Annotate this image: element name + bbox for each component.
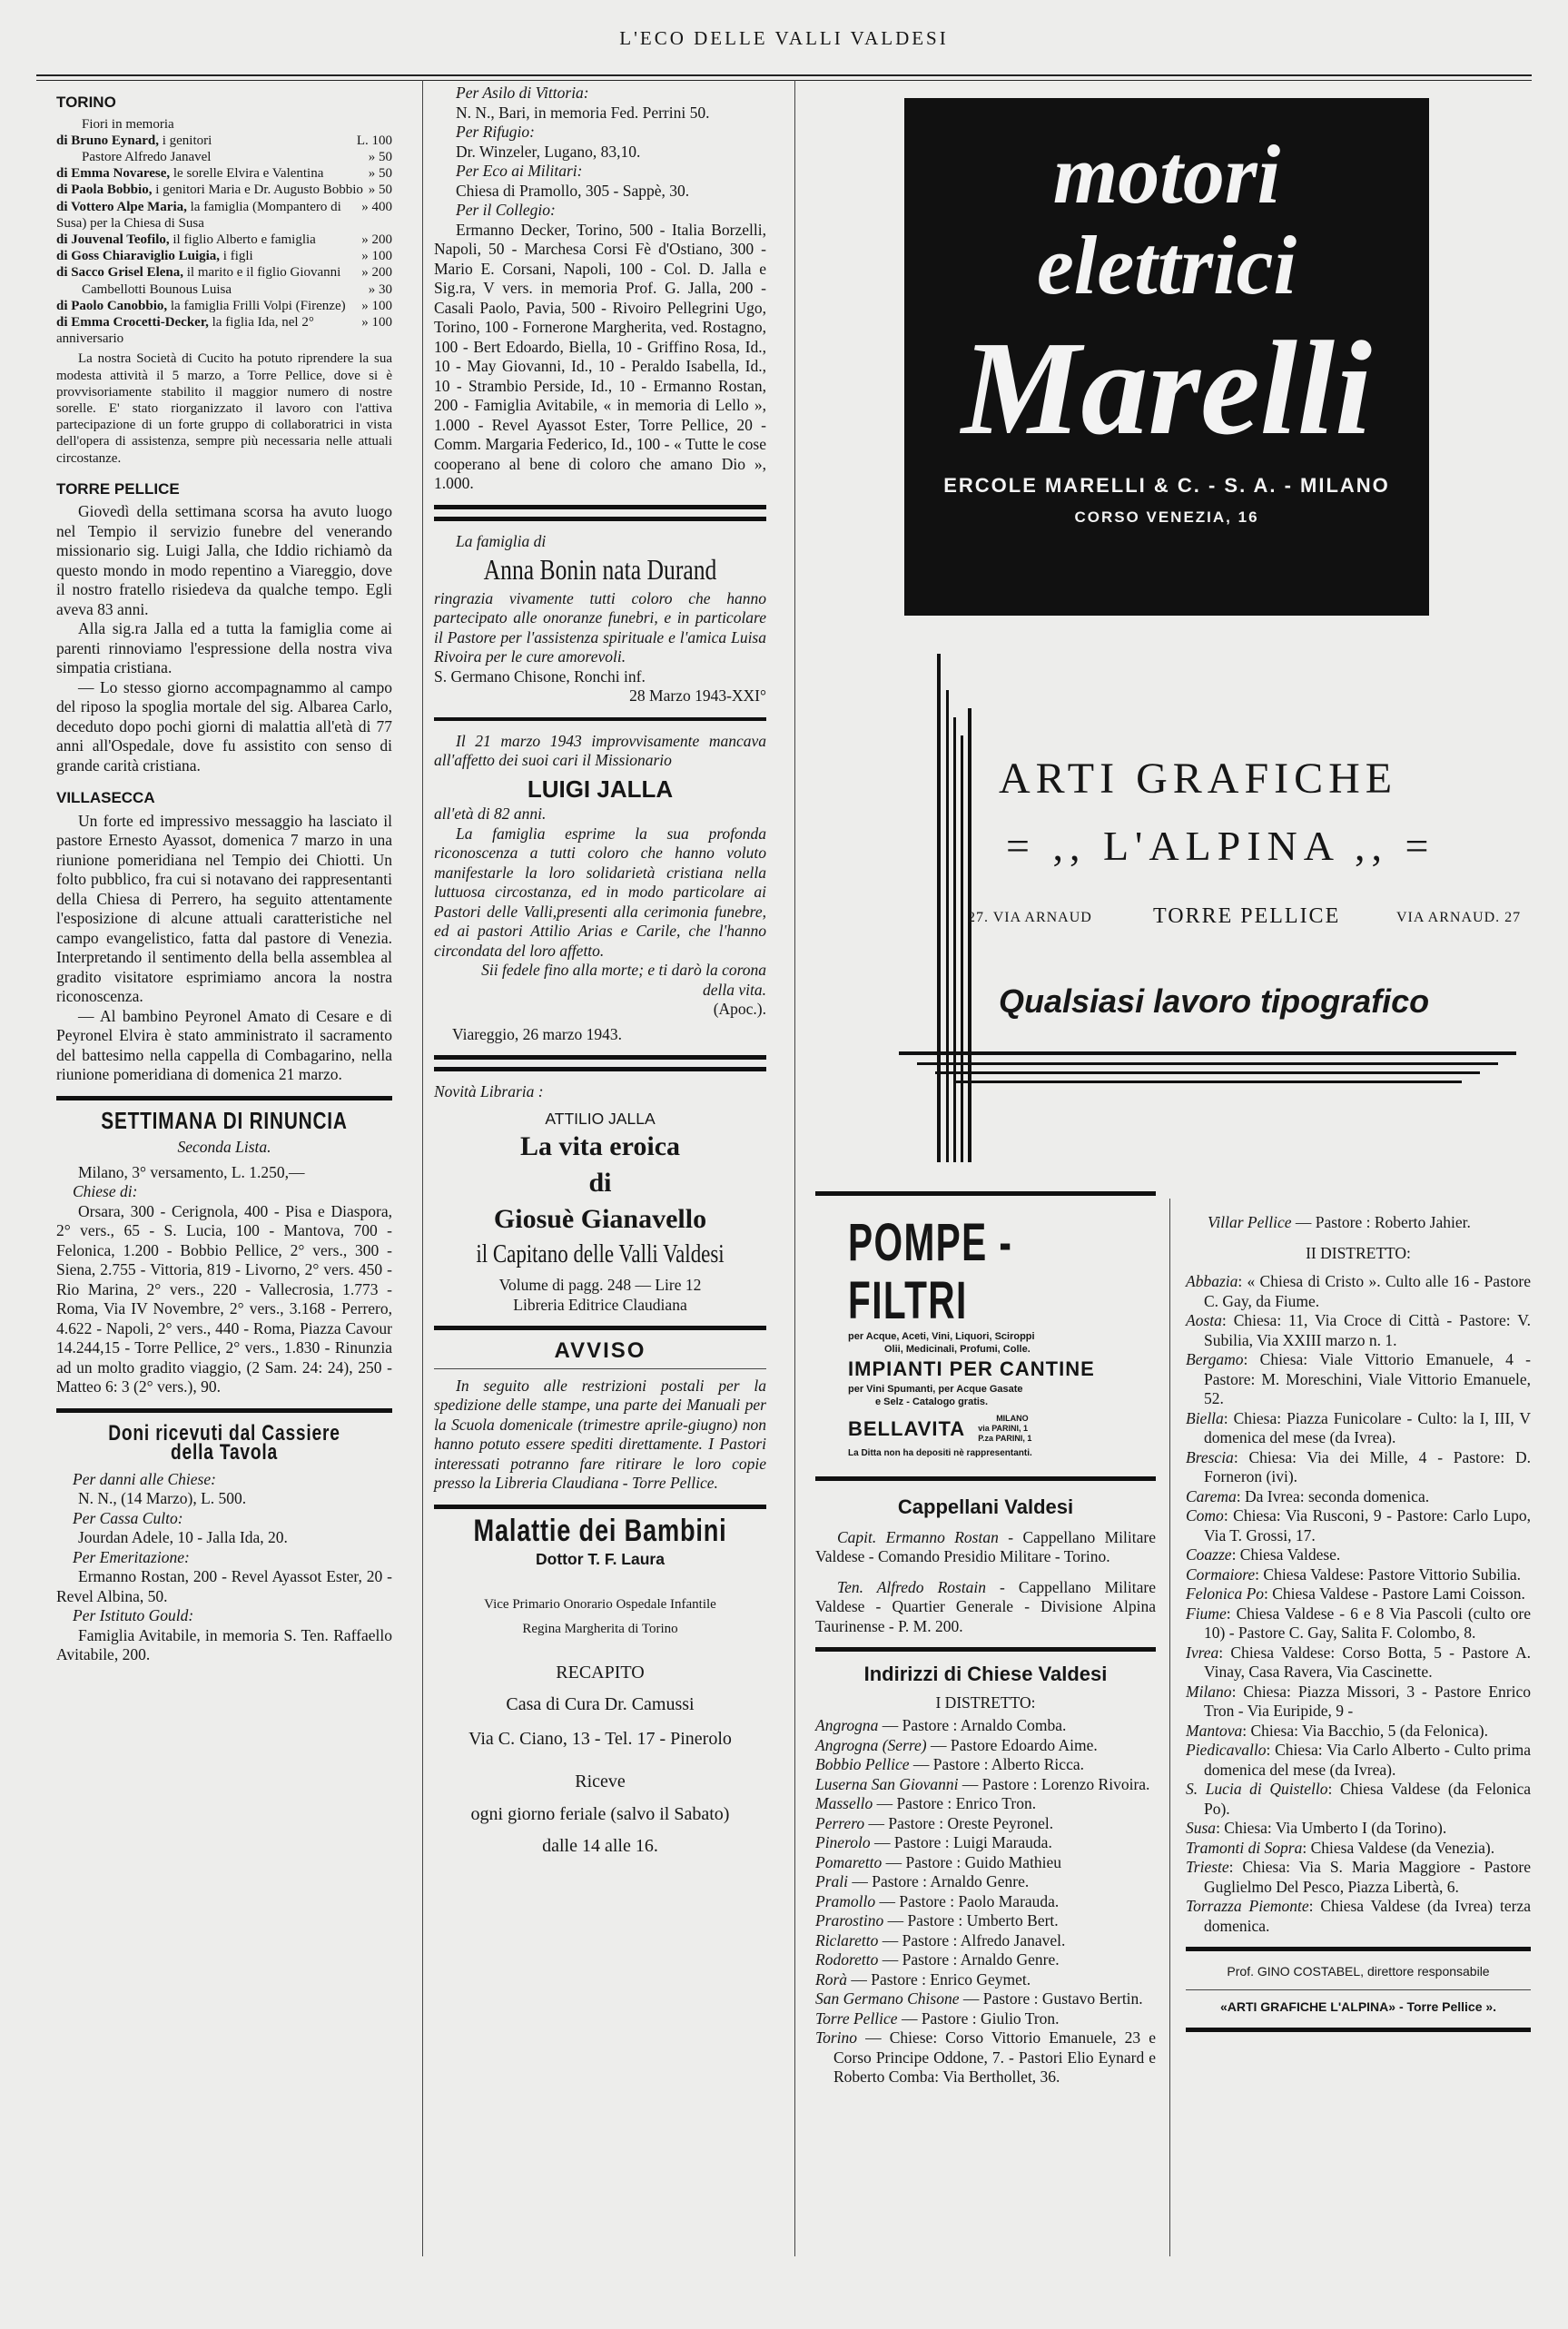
divider bbox=[434, 717, 766, 721]
church-place: Pomaretto bbox=[815, 1852, 883, 1871]
donation-amount: » 50 bbox=[368, 166, 392, 182]
pompe-footer: La Ditta non ha depositi nè rappresentanti. bbox=[848, 1448, 1032, 1458]
donation-amount: » 30 bbox=[368, 281, 392, 297]
marelli-company: ERCOLE MARELLI & C. - S. A. - MILANO bbox=[943, 474, 1390, 497]
pompe-bellavita-row bbox=[848, 1414, 1156, 1444]
jalla-age: all'età di 82 anni. bbox=[434, 804, 547, 823]
divider bbox=[56, 1096, 392, 1100]
torre-p3: — Lo stesso giorno accompagnammo al campo del riposo la spoglia mortale del sig. Albarea Carlo, deceduto dopo pochi giorni di malattia all'età di 77 anni all'Ospedale, dove fu assistito con senso di grande carità cristiana. bbox=[56, 677, 392, 775]
divider bbox=[434, 1067, 766, 1071]
donation-donor: i figli bbox=[222, 249, 253, 264]
donation-donor: le sorelle Elvira e Valentina bbox=[173, 166, 324, 182]
doni-label-1: Per danni alle Chiese: bbox=[73, 1469, 216, 1488]
malattie-riceve: Riceve bbox=[575, 1771, 626, 1791]
cappellani-entry-2 bbox=[815, 1578, 1156, 1637]
doni-label-2: Per Cassa Culto: bbox=[73, 1508, 183, 1527]
jalla-ref: (Apoc.). bbox=[713, 1000, 766, 1018]
masthead bbox=[0, 27, 1568, 73]
church-place: Torino bbox=[815, 2028, 858, 2047]
list-item bbox=[1186, 1722, 1531, 1742]
villasecca-p1: Un forte ed impressivo messaggio ha lasciato il pastore Ernesto Ayassot, domenica 7 marzo in una riunione pomeridiana nel Tempio dei Chiotti. Un folto pubblico, fra cui si notavano dei rappresentanti della Chiesa di Perrero, ha seguito attentamente l'esposizione di alcune attuali caratteristiche nel campo evangelistico, fatta dal pastore di Venezia. Interpretando il sentimento della bella assemblea al gradito visitatore esprimiamo ancora la nostra riconoscenza. bbox=[56, 811, 392, 1006]
marelli-brand: Marelli bbox=[961, 314, 1373, 463]
list-item bbox=[815, 1775, 1156, 1795]
church-details: — Pastore : Guido Mathieu bbox=[882, 1852, 1062, 1871]
divider bbox=[434, 505, 766, 509]
list-item bbox=[56, 281, 392, 298]
church-details: — Pastore : Oreste Peyronel. bbox=[864, 1813, 1054, 1832]
church-details: — Pastore : Umberto Bert. bbox=[883, 1911, 1059, 1929]
list-item bbox=[815, 1931, 1156, 1951]
donation-amount: » 50 bbox=[368, 149, 392, 164]
list-item bbox=[1186, 1584, 1531, 1604]
director-credit: Prof. GINO COSTABEL, direttore responsabile bbox=[1227, 1964, 1490, 1979]
list-item bbox=[1186, 1858, 1531, 1897]
church-place: Torre Pellice bbox=[815, 2008, 898, 2028]
cappellani-name-1: Capit. Ermanno Rostan bbox=[837, 1527, 999, 1546]
indirizzi-title: Indirizzi di Chiese Valdesi bbox=[863, 1663, 1108, 1685]
torino-paragraph: La nostra Società di Cucito ha potuto riprendere la sua modesta attività il 5 marzo, a Torre Pellice, dove si è provvisoriamente stabilito il maggior numero di nostre sorelle. E' stato riorganizzato il lavoro con l'attiva partecipazione di un forte gruppo di collaboratrici in vista dell'opera di assistenza, sempre più necessaria nelle attuali circostanze. bbox=[56, 351, 392, 466]
villar-text: — Pastore : Roberto Jahier. bbox=[1291, 1213, 1471, 1231]
settimana-title: SETTIMANA DI RINUNCIA bbox=[101, 1106, 348, 1134]
donation-donor: i genitori Maria e Dr. Augusto Bobbio bbox=[155, 183, 363, 198]
libro-label: Novità Libraria : bbox=[434, 1082, 544, 1100]
list-item bbox=[1186, 1741, 1531, 1780]
list-item bbox=[815, 1794, 1156, 1814]
alpina-name: = ,, L'ALPINA ,, = bbox=[1006, 823, 1435, 869]
pompe-line-4: e Selz - Catalogo gratis. bbox=[875, 1396, 989, 1407]
donation-amount: » 200 bbox=[361, 265, 392, 281]
pompe-impianti: IMPIANTI PER CANTINE bbox=[848, 1357, 1095, 1380]
church-place: Rodoretto bbox=[815, 1950, 879, 1969]
jalla-dateline: Viareggio, 26 marzo 1943. bbox=[452, 1024, 623, 1043]
list-item bbox=[815, 1716, 1156, 1736]
donation-name: di Jouvenal Teofilo, bbox=[56, 232, 170, 247]
church-details: — Pastore : Luigi Marauda. bbox=[870, 1833, 1052, 1851]
libro-title-4: il Capitano delle Valli Valdesi bbox=[476, 1240, 725, 1268]
church-place: Coazze bbox=[1186, 1545, 1232, 1564]
church-place: Rorà bbox=[815, 1969, 847, 1989]
divider bbox=[434, 1368, 766, 1369]
settimana-p1: Milano, 3° versamento, L. 1.250,— bbox=[78, 1162, 305, 1181]
divider bbox=[434, 1505, 766, 1509]
malattie-address: Via C. Ciano, 13 - Tel. 17 - Pinerolo bbox=[468, 1728, 732, 1749]
doni-value-1: N. N., (14 Marzo), L. 500. bbox=[78, 1489, 247, 1508]
torino-donations bbox=[56, 116, 392, 467]
list-item bbox=[1186, 1350, 1531, 1409]
list-item bbox=[1186, 1487, 1531, 1507]
list-item bbox=[815, 1833, 1156, 1853]
pompe-address-3: P.za PARINI, 1 bbox=[978, 1434, 1032, 1443]
cappellani-entry-1 bbox=[815, 1528, 1156, 1567]
pompe-bellavita: BELLAVITA bbox=[848, 1416, 966, 1440]
collegio-label: Per il Collegio: bbox=[456, 201, 556, 219]
church-place: Ivrea bbox=[1186, 1643, 1219, 1662]
masthead-rule bbox=[36, 74, 1532, 76]
settimana-subtitle: Seconda Lista. bbox=[177, 1138, 271, 1157]
church-place: Fiume bbox=[1186, 1604, 1227, 1623]
church-details: — Pastore : Lorenzo Rivoira. bbox=[958, 1774, 1150, 1793]
donation-name: di Sacco Grisel Elena, bbox=[56, 265, 183, 281]
church-place: Massello bbox=[815, 1794, 873, 1812]
church-place: Felonica Po bbox=[1186, 1584, 1265, 1603]
column-rule-3 bbox=[1169, 1199, 1170, 2256]
district-2-heading: II DISTRETTO: bbox=[1306, 1243, 1411, 1262]
church-details: — Pastore : Alfredo Janavel. bbox=[878, 1930, 1066, 1949]
donation-name: di Paolo Canobbio, bbox=[56, 298, 168, 313]
cappellani-title: Cappellani Valdesi bbox=[897, 1495, 1074, 1518]
torino-intro: Fiori in memoria bbox=[82, 116, 174, 132]
bonin-date: 28 Marzo 1943-XXI° bbox=[629, 686, 766, 705]
torino-heading: TORINO bbox=[56, 94, 116, 111]
divider bbox=[434, 1055, 766, 1060]
list-item bbox=[815, 2028, 1156, 2087]
collegio-text: Ermanno Decker, Torino, 500 - Italia Borzelli, Napoli, 50 - Marchesa Corsi Fè d'Ostiano, 300 - Mario E. Corsani, Napoli, 100 - Col. D. Jalla e Sig.ra, V vers. in memoria Prof. G. Jalla, 200 - Casali Paolo, Pavia, 500 - Rivoiro Pellegrini Ugo, Torino, 100 - Fornerone Margherita, ved. Rostagno, 100 - Bert Edoardo, Biella, 10 - Griffino Rosa, Id., 10 - May Giovanni, Id., 10 - Peraldo Isabella, Id., 10 - Strambio Perside, Id., 10 - Ermanno Rostan, 200 - Famiglia Avitabile, « in memoria di Lello », 1.000 - Revel Ayassot Ester, Torre Pellice, 20 - Comm. Margaria Federico, Id., 100 - « Tutte le cose cooperano al bene di coloro che amano Dio », 1.000. bbox=[434, 220, 766, 492]
bonin-text: ringrazia vivamente tutti coloro che hanno partecipato alle onoranze funebri, e in particolare il Pastore per l'assistenza spirituale e l'amica Luisa Rivoira per le cure amorevoli. bbox=[434, 588, 766, 666]
church-details: : « Chiesa di Cristo ». Culto alle 16 - Pastore C. Gay, da Fiume. bbox=[1204, 1272, 1531, 1310]
church-place: Prali bbox=[815, 1872, 848, 1890]
church-place: Torrazza Piemonte bbox=[1186, 1897, 1309, 1915]
church-place: Brescia bbox=[1186, 1447, 1234, 1466]
bonin-intro: La famiglia di bbox=[456, 531, 547, 550]
alpina-town: TORRE PELLICE bbox=[1153, 904, 1341, 928]
church-details: — Chiese: Corso Vittorio Emanuele, 23 e Corso Principe Oddone, 7. - Pastori Elio Eynard e Roberto Comba: Via Berthollet, 36. bbox=[833, 2028, 1156, 2086]
column-rule-1 bbox=[422, 80, 423, 2256]
villasecca-heading: VILLASECCA bbox=[56, 789, 155, 807]
church-details: : Chiesa: Via Rusconi, 9 - Pastore: Carlo Lupo, Via T. Grossi, 17. bbox=[1204, 1506, 1531, 1544]
list-item bbox=[815, 1970, 1156, 1990]
alpina-title: ARTI GRAFICHE bbox=[999, 755, 1398, 803]
church-details: : Chiesa: Viale Vittorio Emanuele, 4 - Pastore: M. Moreschini, Viale Vittorio Emanuele, 52. bbox=[1204, 1350, 1531, 1407]
church-place: Pinerolo bbox=[815, 1833, 871, 1851]
list-item bbox=[815, 1872, 1156, 1892]
divider bbox=[815, 1476, 1156, 1481]
eco-label: Per Eco ai Militari: bbox=[456, 162, 583, 180]
donation-donor: la figlia Ida, nel 2° anniversario bbox=[56, 314, 314, 347]
torre-heading: TORRE PELLICE bbox=[56, 479, 180, 498]
libro-title-2: di bbox=[588, 1168, 612, 1198]
church-details: — Pastore : Paolo Marauda. bbox=[875, 1891, 1060, 1910]
bonin-place: S. Germano Chisone, Ronchi inf. bbox=[434, 666, 646, 686]
jalla-intro: Il 21 marzo 1943 improvvisamente mancava all'affetto dei suoi cari il Missionario bbox=[434, 731, 766, 769]
list-item bbox=[56, 298, 392, 314]
pompe-line-3: per Vini Spumanti, per Acque Gasate bbox=[848, 1384, 1023, 1395]
church-place: S. Lucia di Quistello bbox=[1186, 1780, 1328, 1798]
church-place: Milano bbox=[1186, 1682, 1232, 1701]
donation-amount: » 100 bbox=[361, 249, 392, 264]
pompe-line-2: Olii, Medicinali, Profumi, Colle. bbox=[884, 1344, 1031, 1355]
divider bbox=[1186, 2028, 1531, 2032]
avviso-text: In seguito alle restrizioni postali per la spedizione delle stampe, una parte dei Manuali per la Scuola domenicale (trimestre aprile-giugno) non hanno potuto essere spediti direttamente. I Pastori interessati potranno fare ritirare le loro copie presso la Libreria Claudiana - Torre Pellice. bbox=[434, 1376, 766, 1492]
church-details: : Chiesa: Piazza Funicolare - Culto: la I, III, V domenica del mese (da Ivrea). bbox=[1204, 1408, 1531, 1446]
church-place: Biella bbox=[1186, 1408, 1224, 1427]
libro-info: Volume di pagg. 248 — Lire 12 bbox=[498, 1276, 702, 1294]
list-item bbox=[1186, 1897, 1531, 1936]
church-place: Riclaretto bbox=[815, 1930, 879, 1949]
donation-donor: la famiglia Frilli Volpi (Firenze) bbox=[170, 298, 346, 313]
alpina-slogan: Qualsiasi lavoro tipografico bbox=[999, 982, 1430, 1020]
malattie-role-1: Vice Primario Onorario Ospedale Infantile bbox=[484, 1596, 716, 1612]
church-place: Aosta bbox=[1186, 1311, 1222, 1329]
villar-place: Villar Pellice bbox=[1208, 1213, 1292, 1231]
church-place: Angrogna bbox=[815, 1716, 879, 1734]
villar-entry bbox=[1186, 1213, 1531, 1233]
pompe-address-2: via PARINI, 1 bbox=[978, 1424, 1029, 1433]
column-2 bbox=[434, 84, 766, 1857]
church-place: Luserna San Giovanni bbox=[815, 1774, 959, 1793]
church-details: : Chiesa: Via Carlo Alberto - Culto prima domenica del mese (da Ivrea). bbox=[1204, 1741, 1531, 1779]
list-item bbox=[1186, 1643, 1531, 1683]
donation-donor: il figlio Alberto e famiglia bbox=[173, 232, 316, 247]
libro-publisher: Libreria Editrice Claudiana bbox=[513, 1295, 687, 1314]
church-place: San Germano Chisone bbox=[815, 1989, 960, 2008]
list-item bbox=[1186, 1839, 1531, 1859]
list-item bbox=[815, 1892, 1156, 1912]
church-details: : Chiesa Valdese: Corso Botta, 5 - Pastore A. Vinay, Casa Ravera, Via Cascinette. bbox=[1204, 1643, 1531, 1681]
church-place: Como bbox=[1186, 1506, 1224, 1525]
pompe-address-1: MILANO bbox=[996, 1414, 1029, 1423]
divider bbox=[434, 517, 766, 521]
list-item bbox=[1186, 1819, 1531, 1839]
church-place: Carema bbox=[1186, 1486, 1237, 1505]
column-1 bbox=[56, 84, 392, 1665]
list-item bbox=[815, 1853, 1156, 1873]
libro-author: ATTILIO JALLA bbox=[545, 1109, 656, 1128]
divider bbox=[56, 1408, 392, 1413]
donation-name: di Emma Crocetti-Decker, bbox=[56, 314, 209, 330]
cappellani-text-2: - Cappellano Militare Valdese - Quartier Generale - Divisione Alpina Taurinense - P. M. 200. bbox=[815, 1577, 1156, 1635]
alpina-address-right: VIA ARNAUD. 27 bbox=[1396, 910, 1522, 925]
donation-amount: » 200 bbox=[361, 232, 392, 247]
church-details: — Pastore : Arnaldo Genre. bbox=[847, 1872, 1030, 1890]
list-item bbox=[56, 165, 392, 182]
church-details: — Pastore Edoardo Aime. bbox=[926, 1735, 1098, 1754]
rifugio-label: Per Rifugio: bbox=[456, 123, 535, 141]
church-details: : Chiesa Valdese - Pastore Lami Coisson. bbox=[1264, 1584, 1525, 1603]
list-item bbox=[56, 264, 392, 281]
donation-name: di Paola Bobbio, bbox=[56, 183, 153, 198]
donation-name: di Bruno Eynard, bbox=[56, 133, 159, 148]
district-1-heading: I DISTRETTO: bbox=[935, 1692, 1036, 1712]
torre-p2: Alla sig.ra Jalla ed a tutta la famiglia come ai parenti rinnoviamo l'espressione della nostra viva simpatia cristiana. bbox=[56, 619, 392, 677]
church-details: : Chiesa: 11, Via Croce di Città - Pastore: V. Subilia, Via XXIII marzo n. 1. bbox=[1204, 1311, 1531, 1349]
doni-title: Doni ricevuti dal Cassiere della Tavola bbox=[108, 1420, 340, 1465]
list-item bbox=[815, 1755, 1156, 1775]
printer-credit: «ARTI GRAFICHE L'ALPINA» - Torre Pellice ». bbox=[1219, 1998, 1497, 2014]
donation-amount: » 50 bbox=[368, 183, 392, 198]
asilo-label: Per Asilo di Vittoria: bbox=[456, 84, 589, 102]
church-details: : Chiesa Valdese - 6 e 8 Via Pascoli (culto ore 10) - Pastore C. Gay, Salita F. Colombo, 8. bbox=[1204, 1604, 1531, 1642]
church-details: — Pastore : Enrico Tron. bbox=[873, 1794, 1037, 1812]
cappellani-text-1: - Cappellano Militare Valdese - Comando Presidio Militare - Torino. bbox=[815, 1527, 1156, 1565]
alpina-address-left: 27. VIA ARNAUD bbox=[968, 910, 1092, 925]
church-details: — Pastore : Enrico Geymet. bbox=[847, 1969, 1031, 1989]
church-details: : Chiesa: Via Bacchio, 5 (da Felonica). bbox=[1242, 1721, 1488, 1740]
church-place: Bobbio Pellice bbox=[815, 1755, 910, 1773]
doni-label-3: Per Emeritazione: bbox=[73, 1547, 190, 1566]
marelli-line-2: elettrici bbox=[1036, 219, 1297, 311]
divider bbox=[815, 1647, 1156, 1652]
list-item bbox=[1186, 1448, 1531, 1487]
church-details: — Pastore : Gustavo Bertin. bbox=[959, 1989, 1143, 2008]
district-2-list bbox=[1186, 1272, 1531, 1936]
malattie-days: ogni giorno feriale (salvo il Sabato) bbox=[470, 1803, 730, 1824]
malattie-clinic: Casa di Cura Dr. Camussi bbox=[506, 1694, 695, 1714]
list-item bbox=[1186, 1272, 1531, 1311]
list-item bbox=[56, 182, 392, 198]
district-1-list bbox=[815, 1716, 1156, 2087]
church-place: Angrogna (Serre) bbox=[815, 1735, 927, 1754]
donation-donor: la famiglia (Mompantero di Susa) per la Chiesa di Susa bbox=[56, 199, 341, 231]
jalla-verse: Sii fedele fino alla morte; e ti darò la corona della vita. bbox=[481, 961, 766, 999]
donation-name: di Goss Chiaraviglio Luigia, bbox=[56, 249, 221, 264]
villasecca-p2: — Al bambino Peyronel Amato di Cesare e di Peyronel Elvira è stato amministrato il sacramento del battesimo nella cappella di Combagarino, nella riunione pomeridiana di domenica 21 marzo. bbox=[56, 1006, 392, 1084]
bonin-name: Anna Bonin nata Durand bbox=[483, 553, 717, 586]
torino-list bbox=[56, 133, 392, 348]
divider bbox=[1186, 1947, 1531, 1951]
pompe-advertisement bbox=[815, 1207, 1156, 1460]
settimana-p2: Orsara, 300 - Cerignola, 400 - Pisa e Diaspora, 2° vers., 65 - S. Lucia, 100 - Mantova, 700 - Felonica, 1.200 - Bobbio Pellice, 2° vers., 300 - Siena, 2.755 - Vittoria, 819 - Livorno, 2° vers. 450 - Rio Marina, 2° vers., 220 - Vallecrosia, 1.773 - Roma, Via IV Novembre, 2° vers., 3.168 - Perrero, 4.622 - Napoli, 2° vers., 440 - Roma, Piazza Cavour 14.244,15 - Torre Pellice, 2° vers., 1.830 - Rinunzia ad un molto gradito viaggio, (2 Sam. 24: 24), 250 - Matteo 6: 3 (2° vers.), 90. bbox=[56, 1201, 392, 1396]
libro-title-1: La vita eroica bbox=[519, 1131, 681, 1161]
church-place: Bergamo bbox=[1186, 1350, 1244, 1368]
donation-name: di Emma Novarese, bbox=[56, 166, 171, 182]
list-item bbox=[56, 314, 392, 347]
alpina-advertisement bbox=[899, 654, 1534, 1162]
column-3 bbox=[815, 1191, 1156, 2087]
marelli-advertisement bbox=[904, 98, 1429, 616]
donation-donor: Pastore Alfredo Janavel bbox=[82, 149, 212, 164]
list-item bbox=[1186, 1506, 1531, 1545]
avviso-title: AVVISO bbox=[554, 1338, 646, 1363]
jalla-name: LUIGI JALLA bbox=[527, 775, 674, 803]
donation-amount: » 400 bbox=[361, 199, 392, 214]
list-item bbox=[1186, 1604, 1531, 1643]
church-details: : Chiesa Valdese: Pastore Vittorio Subilia. bbox=[1255, 1564, 1522, 1584]
list-item bbox=[815, 1736, 1156, 1756]
church-details: : Chiesa Valdese (da Ivrea) terza domenica. bbox=[1204, 1897, 1531, 1935]
church-details: : Chiesa: Via Umberto I (da Torino). bbox=[1216, 1819, 1447, 1837]
column-4 bbox=[1186, 1213, 1531, 2043]
church-details: : Da Ivrea: seconda domenica. bbox=[1236, 1486, 1430, 1505]
cappellani-name-2: Ten. Alfredo Rostain bbox=[837, 1577, 987, 1596]
divider bbox=[1186, 1989, 1531, 1990]
torre-p1: Giovedì della settimana scorsa ha avuto luogo nel Tempio il servizio funebre del venerando missionario sig. Luigi Jalla, che Iddio richiamò da questo mondo in modo repentino a Viareggio, dove il nostro fratello risiedeva da qualche tempo. Egli aveva 83 anni. bbox=[56, 502, 392, 618]
church-details: — Pastore : Arnaldo Comba. bbox=[878, 1716, 1067, 1734]
church-details: : Chiesa Valdese. bbox=[1231, 1545, 1341, 1564]
list-item bbox=[815, 1814, 1156, 1834]
list-item bbox=[815, 1950, 1156, 1970]
church-details: : Chiesa: Via S. Maria Maggiore - Pastore Guglielmo Del Pesco, Piazza Libertà, 6. bbox=[1204, 1858, 1531, 1896]
pompe-bellavita-address bbox=[978, 1414, 1031, 1444]
donation-amount: » 100 bbox=[361, 298, 392, 313]
settimana-label: Chiese di: bbox=[73, 1182, 138, 1201]
divider bbox=[434, 1326, 766, 1330]
donation-name: di Vottero Alpe Maria, bbox=[56, 199, 187, 214]
pompe-line-1: per Acque, Aceti, Vini, Liquori, Sciroppi bbox=[848, 1331, 1035, 1342]
malattie-doctor: Dottor T. F. Laura bbox=[536, 1550, 665, 1568]
pompe-title: POMPE - FILTRI bbox=[848, 1213, 1013, 1330]
eco-text: Chiesa di Pramollo, 305 - Sappè, 30. bbox=[456, 181, 690, 200]
list-item bbox=[56, 133, 392, 149]
church-details: : Chiesa Valdese (da Venezia). bbox=[1302, 1838, 1495, 1857]
donation-amount: » 100 bbox=[361, 314, 392, 330]
list-item bbox=[1186, 1780, 1531, 1819]
church-place: Prarostino bbox=[815, 1911, 884, 1929]
list-item bbox=[56, 248, 392, 264]
doni-value-2: Jourdan Adele, 10 - Jalla Ida, 20. bbox=[78, 1528, 288, 1547]
marelli-line-1: motori bbox=[1052, 128, 1281, 221]
malattie-recapito: RECAPITO bbox=[556, 1662, 645, 1683]
list-item bbox=[56, 199, 392, 232]
masthead-title: L'ECO DELLE VALLI VALDESI bbox=[619, 27, 949, 49]
church-place: Pramollo bbox=[815, 1891, 876, 1910]
list-item bbox=[1186, 1409, 1531, 1448]
church-details: — Pastore : Giulio Tron. bbox=[897, 2008, 1060, 2028]
list-item bbox=[815, 1911, 1156, 1931]
rifugio-text: Dr. Winzeler, Lugano, 83,10. bbox=[456, 142, 641, 161]
donation-donor: Cambellotti Bounous Luisa bbox=[82, 281, 232, 297]
list-item bbox=[815, 2009, 1156, 2029]
church-place: Susa bbox=[1186, 1819, 1217, 1837]
list-item bbox=[56, 149, 392, 165]
doni-value-4: Famiglia Avitabile, in memoria S. Ten. Raffaello Avitabile, 200. bbox=[56, 1625, 392, 1664]
doni-value-3: Ermanno Rostan, 200 - Revel Ayassot Ester, 20 - Revel Albina, 50. bbox=[56, 1567, 392, 1605]
list-item bbox=[1186, 1311, 1531, 1350]
church-place: Abbazia bbox=[1186, 1272, 1238, 1290]
divider bbox=[815, 1191, 1156, 1196]
church-place: Trieste bbox=[1186, 1858, 1229, 1876]
church-place: Mantova bbox=[1186, 1721, 1243, 1740]
list-item bbox=[815, 1989, 1156, 2009]
doni-label-4: Per Istituto Gould: bbox=[73, 1606, 194, 1625]
libro-title-3: Giosuè Gianavello bbox=[493, 1204, 707, 1234]
malattie-title: Malattie dei Bambini bbox=[473, 1513, 727, 1548]
malattie-hours: dalle 14 alle 16. bbox=[542, 1836, 658, 1856]
list-item bbox=[1186, 1565, 1531, 1585]
donation-donor: il marito e il figlio Giovanni bbox=[186, 265, 341, 281]
donation-amount: L. 100 bbox=[356, 133, 392, 148]
church-details: — Pastore : Alberto Ricca. bbox=[909, 1755, 1084, 1773]
malattie-role-2: Regina Margherita di Torino bbox=[522, 1622, 678, 1636]
marelli-address: CORSO VENEZIA, 16 bbox=[1074, 508, 1259, 526]
church-details: : Chiesa Valdese (da Felonica Po). bbox=[1204, 1780, 1532, 1818]
church-details: : Chiesa: Via dei Mille, 4 - Pastore: D. Forneron (ivi). bbox=[1204, 1447, 1531, 1485]
jalla-text: La famiglia esprime la sua profonda riconoscenza a tutti coloro che hanno voluto manifestarle la loro solidarietà cristiana nella luttuosa circostanza, ed in modo particolare ai Pastori delle Valli,presenti alla cerimonia funebre, ed ai pastori Attilio Arias e Carile, che l'hanno circondata del loro affetto. bbox=[434, 824, 766, 960]
column-rule-2 bbox=[794, 80, 795, 2256]
church-place: Perrero bbox=[815, 1813, 865, 1832]
church-place: Piedicavallo bbox=[1186, 1741, 1267, 1759]
church-place: Tramonti di Sopra bbox=[1186, 1838, 1303, 1857]
masthead-rule-thin bbox=[36, 80, 1532, 81]
church-place: Cormaiore bbox=[1186, 1564, 1256, 1584]
list-item bbox=[1186, 1683, 1531, 1722]
list-item bbox=[56, 232, 392, 248]
church-details: : Chiesa: Piazza Missori, 3 - Pastore Enrico Tron - Via Euripide, 9 - bbox=[1204, 1682, 1531, 1720]
donation-donor: i genitori bbox=[162, 133, 212, 148]
asilo-text: N. N., Bari, in memoria Fed. Perrini 50. bbox=[456, 103, 710, 122]
church-details: — Pastore : Arnaldo Genre. bbox=[878, 1950, 1060, 1969]
list-item bbox=[1186, 1545, 1531, 1565]
